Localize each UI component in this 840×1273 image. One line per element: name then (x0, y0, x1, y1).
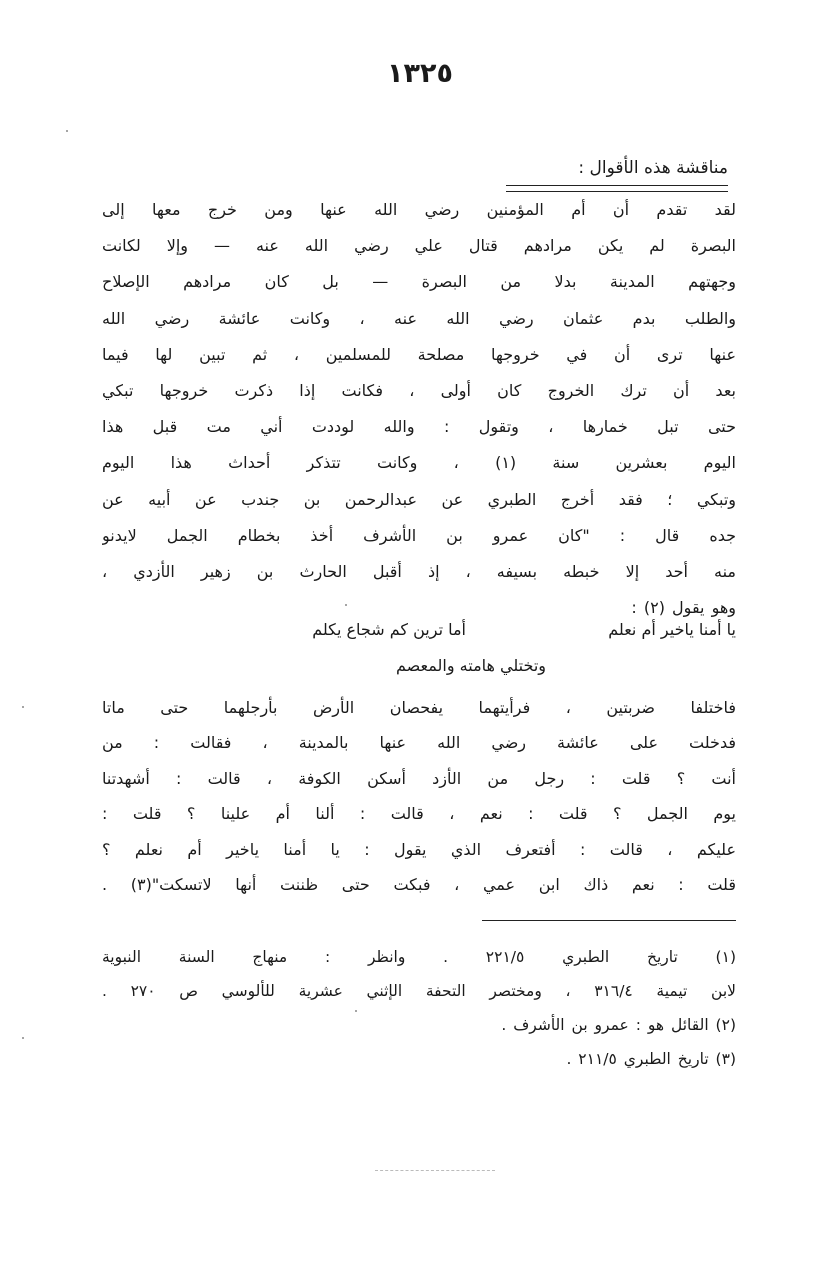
body-line: لقد تقدم أن أم المؤمنين رضي الله عنها ومن خرج معها إلى (102, 200, 736, 219)
scan-speck (345, 604, 347, 606)
scan-speck (66, 130, 68, 132)
body-line: فدخلت على عائشة رضي الله عنها بالمدينة ، فقالت : من (102, 733, 736, 753)
footnote-separator (482, 920, 736, 921)
body-paragraph (102, 192, 736, 626)
body-line: وهو يقول (٢) : (631, 598, 736, 618)
heading-underline (506, 185, 728, 192)
footnote-line: (٢) القائل هو : عمرو بن الأشرف . (501, 1016, 736, 1034)
body-line: يوم الجمل ؟ قلت : نعم ، قالت : ألنا أم علينا ؟ قلت : (102, 804, 736, 824)
body-line: بعد أن ترك الخروج كان أولى ، فكانت إذا ذكرت خروجها تبكي (102, 381, 736, 401)
footnotes (102, 940, 736, 1076)
body-line: جده قال : "كان عمرو بن الأشرف أخذ بخطام الجمل لايدنو (102, 525, 736, 545)
body-line: أنت ؟ قلت : رجل من الأزد أسكن الكوفة ، قالت : أشهدتنا (102, 768, 736, 788)
footnote-line: (١) تاريخ الطبري ٢٢١/٥ . وانظر : منهاج السنة النبوية (102, 948, 736, 966)
body-line: البصرة لم يكن مرادهم قتال علي رضي الله عنه — وإلا لكانت (102, 236, 736, 256)
body-line: منه أحد إلا خبطه بسيفه ، إذ أقبل الحارث بن زهير الأزدي ، (102, 562, 736, 582)
body-line: حتى تبل خمارها ، وتقول : والله لوددت أني مت قبل هذا (102, 417, 736, 437)
body-line: اليوم بعشرين سنة (١) ، وكانت تتذكر أحداث هذا اليوم (102, 453, 736, 473)
scan-speck (355, 1010, 357, 1012)
scan-speck (22, 1037, 24, 1039)
verse-hemistich: أما ترين كم شجاع يكلم (312, 620, 466, 639)
body-line: عنها ترى أن في خروجها مصلحة للمسلمين ، ثم تبين لها فيما (102, 344, 736, 364)
verse-hemistich: وتختلي هامته والمعصم (396, 656, 546, 675)
body-paragraph-continued (102, 690, 736, 902)
body-line: وتبكي ؛ فقد أخرج الطبري عن عبدالرحمن بن جندب عن أبيه عن (102, 489, 736, 509)
section-heading: مناقشة هذه الأقوال : (578, 158, 728, 178)
body-line: وجهتهم المدينة بدلا من البصرة — بل كان مرادهم الإصلاح (102, 272, 736, 292)
body-line: والطلب بدم عثمان رضي الله عنه ، وكانت عائشة رضي الله (102, 308, 736, 328)
page-number: ١٣٢٥ (387, 58, 453, 89)
footnote-line: (٣) تاريخ الطبري ٢١١/٥ . (566, 1050, 736, 1068)
body-line: قلت : نعم ذاك ابن عمي ، فبكت حتى ظننت أنها لاتسكت"(٣) . (102, 875, 736, 895)
footnote-line: لابن تيمية ٣١٦/٤ ، ومختصر التحفة الإثني عشرية للألوسي ص ٢٧٠ . (102, 982, 736, 1000)
body-line: فاختلفا ضربتين ، فرأيتهما يفحصان الأرض بأرجلهما حتى ماتا (102, 698, 736, 717)
scan-artifact-line (375, 1170, 495, 1171)
verse-hemistich: يا أمنا ياخير أم نعلم (608, 620, 736, 639)
body-line: عليكم ، قالت : أفتعرف الذي يقول : يا أمنا ياخير أم نعلم ؟ (102, 839, 736, 859)
scan-speck (22, 706, 24, 708)
